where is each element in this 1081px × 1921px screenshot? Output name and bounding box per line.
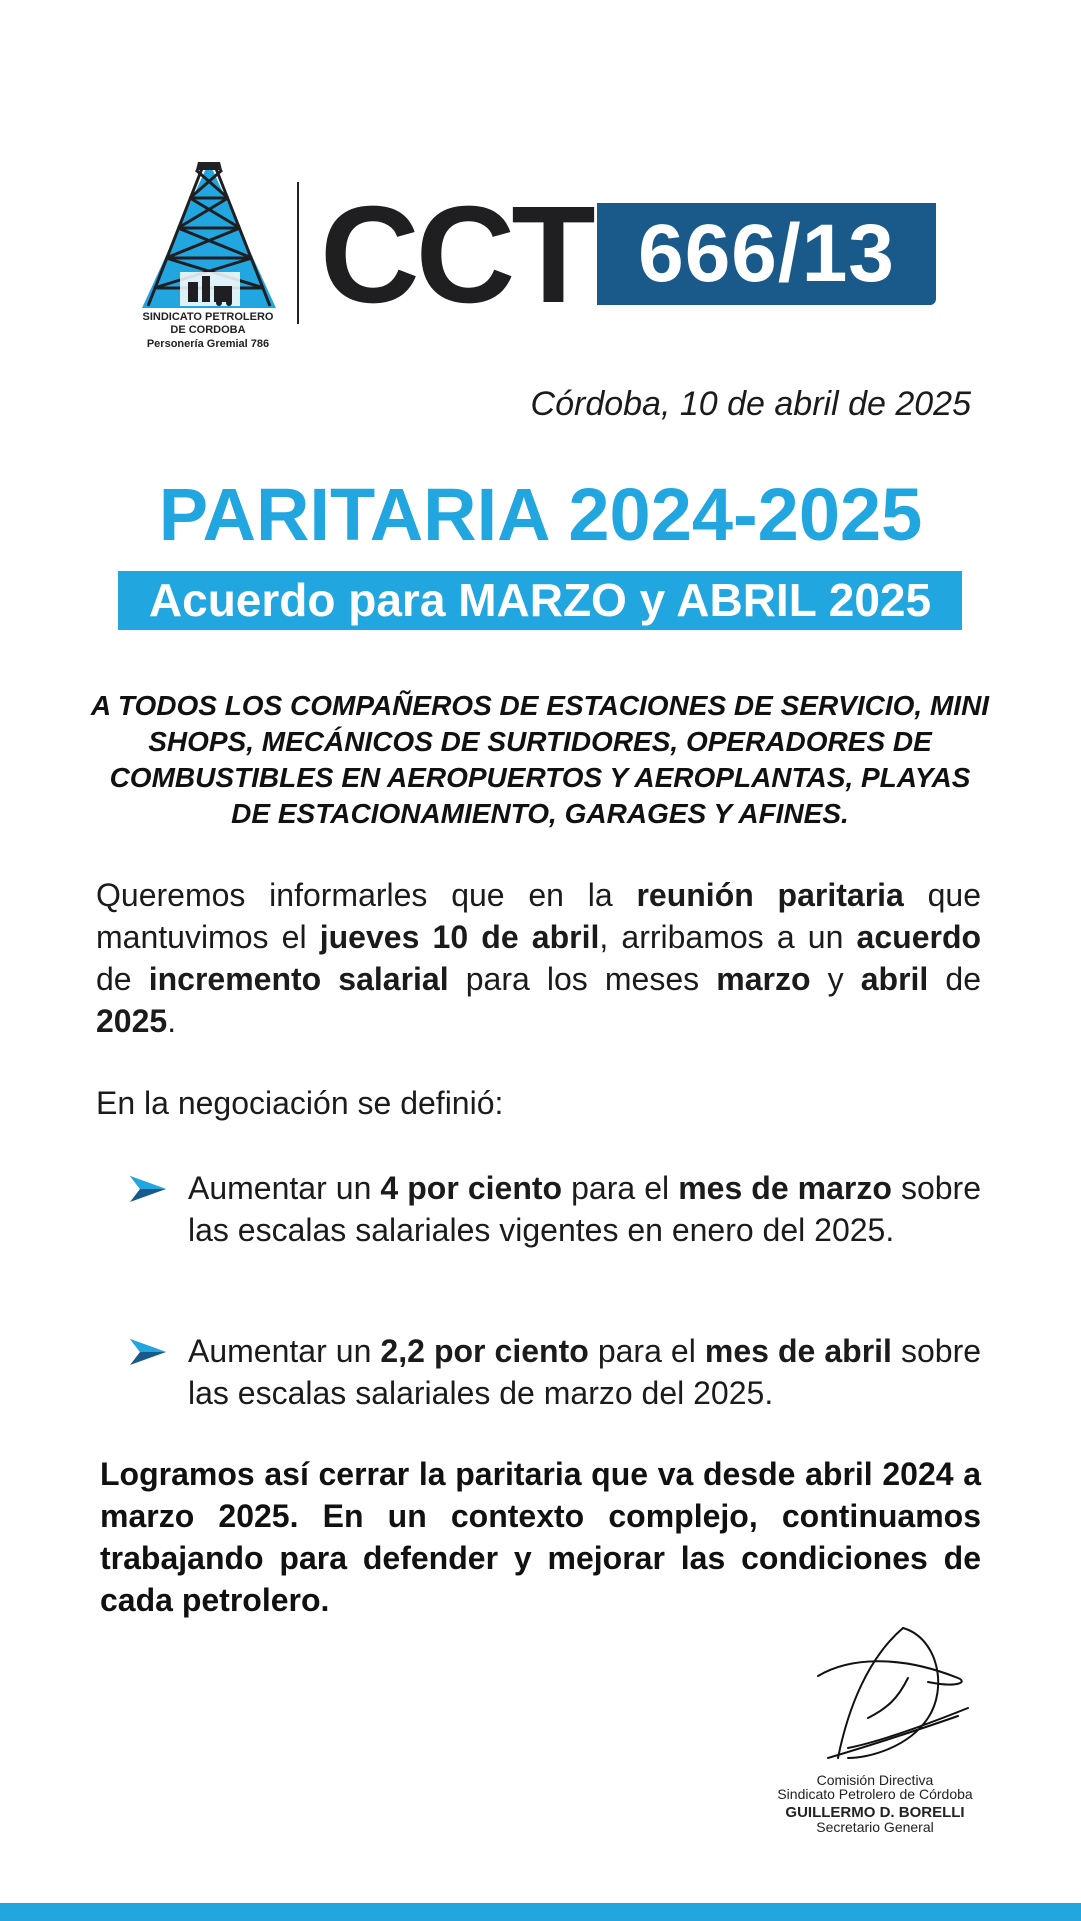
union-tower-logo (140, 160, 278, 310)
header-divider (297, 182, 299, 324)
arrow-bullet-icon (130, 1339, 166, 1365)
cct-number-badge: 666/13 (597, 203, 936, 305)
signatory-name: GUILLERMO D. BORELLI (785, 1804, 965, 1821)
signatory-role: Secretario General (816, 1819, 934, 1835)
intro-paragraph: Queremos informarles que en la reunión paritaria que mantuvimos el jueves 10 de abril, arribamos a un acuerdo de incremento salarial para los meses marzo y abril de 2025. (96, 877, 982, 1039)
signature-org-line: Comisión Directiva (816, 1772, 934, 1788)
logo-line-3: Personería Gremial 786 (146, 338, 270, 350)
document-date: Córdoba, 10 de abril de 2025 (530, 385, 971, 423)
subtitle: Acuerdo para MARZO y ABRIL 2025 (148, 574, 932, 626)
arrow-bullet-icon (130, 1176, 166, 1202)
logo-line-2: DE CORDOBA (170, 324, 246, 336)
handwritten-signature (808, 1618, 988, 1770)
audience-heading: A TODOS LOS COMPAÑEROS DE ESTACIONES DE SERVICIO, MINI SHOPS, MECÁNICOS DE SURTIDORES, OPERADORES DE COMBUSTIBLES EN AEROPUERTOS Y AEROPLANTAS, PLAYAS DE ESTACIONAMIENTO, GARAGES Y AFINES. (90, 690, 990, 829)
bullet-item-april: Aumentar un 2,2 por ciento para el mes de abril sobre las escalas salariales de marzo del 2025. (188, 1333, 982, 1411)
page-title: PARITARIA 2024-2025 (158, 473, 923, 556)
footer-accent-bar (0, 1903, 1081, 1921)
closing-paragraph: Logramos así cerrar la paritaria que va desde abril 2024 a marzo 2025. En un contexto complejo, continuamos trabajando para defender y mejorar las condiciones de cada petrolero. (100, 1456, 981, 1618)
bullet-item-march: Aumentar un 4 por ciento para el mes de marzo sobre las escalas salariales vigentes en enero del 2025. (188, 1170, 982, 1248)
signature-block (740, 1773, 1010, 1834)
logo-line-1: SINDICATO PETROLERO (142, 311, 274, 323)
cct-label: CCT (320, 178, 592, 332)
signature-union-line: Sindicato Petrolero de Córdoba (777, 1786, 973, 1802)
lead-paragraph: En la negociación se definió: (96, 1085, 504, 1121)
